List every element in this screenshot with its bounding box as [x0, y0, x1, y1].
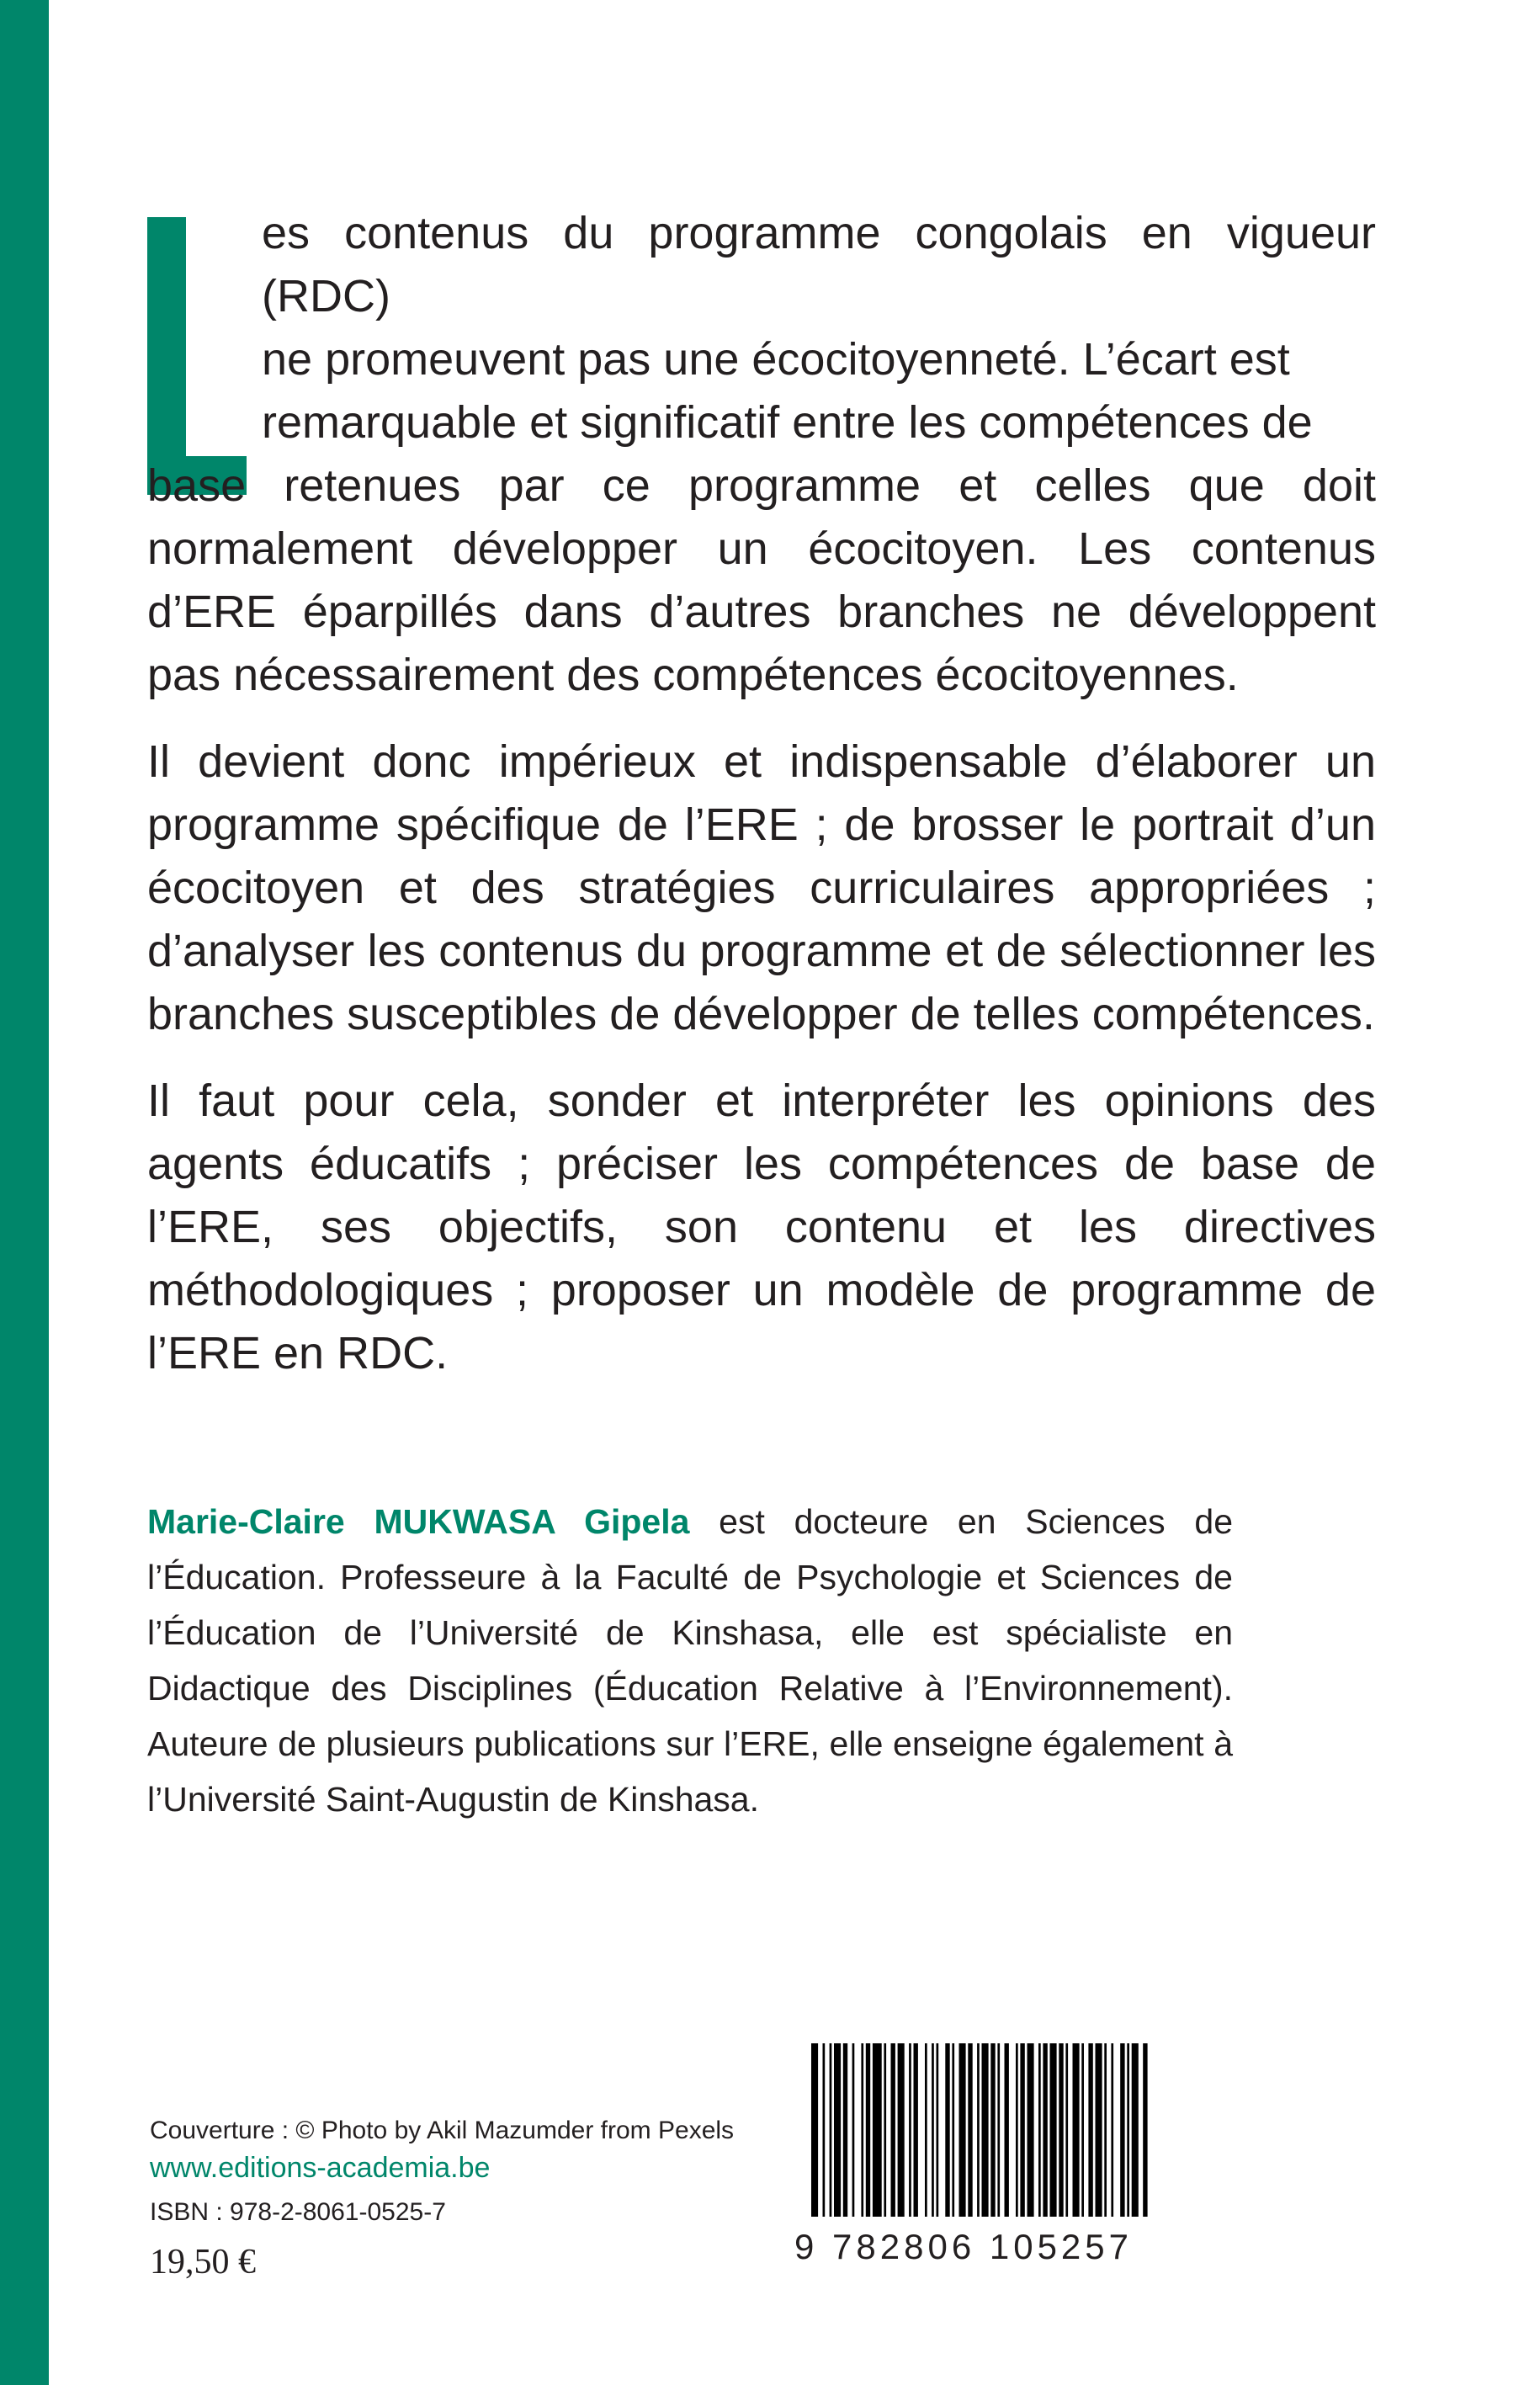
barcode-bar	[843, 2043, 847, 2217]
barcode-bar	[1096, 2043, 1102, 2217]
barcode-bar	[1104, 2043, 1107, 2217]
isbn-barcode	[794, 2043, 1153, 2266]
price: 19,50 €	[150, 2243, 256, 2281]
barcode-bar	[861, 2043, 863, 2217]
barcode-bar	[959, 2043, 966, 2217]
barcode-bar	[925, 2043, 927, 2217]
barcode-bar	[891, 2043, 895, 2217]
summary-paragraph-2: Il devient donc impérieux et indispensable d’élaborer un programme spécifique de l’ERE ; de brosser le portrait d’un écocitoyen et des stratégies curriculaires appropriées ; d’analyser les contenus du programme et de sélectionner les branches susceptibles de développer de telles compétences.	[147, 736, 1376, 1039]
barcode-bar	[945, 2043, 949, 2217]
barcode-bar	[830, 2043, 832, 2217]
barcode-bar	[1005, 2043, 1009, 2217]
barcode-bar	[1050, 2043, 1057, 2217]
summary-paragraph-1	[147, 202, 1376, 707]
barcode-bar	[884, 2043, 886, 2217]
barcode-bar	[834, 2043, 841, 2217]
summary-text	[147, 202, 1376, 1409]
barcode-bar	[1043, 2043, 1047, 2217]
barcode-bar	[932, 2043, 934, 2217]
barcode-bar	[952, 2043, 954, 2217]
barcode-bar	[852, 2043, 855, 2217]
barcode-bar	[1111, 2043, 1113, 2217]
spine-stripe	[0, 0, 49, 2385]
barcode-bar	[1028, 2043, 1034, 2217]
cover-credit: Couverture : © Photo by Akil Mazumder from Pexels	[150, 2117, 735, 2144]
barcode-bar	[1016, 2043, 1018, 2217]
summary-paragraph-3: Il faut pour cela, sonder et interpréter les opinions des agents éducatifs ; préciser les compétences de base de l’ERE, ses objectifs, son contenu et les directives méthodologiques ; proposer un modèle de programme de l’ERE en RDC.	[147, 1076, 1376, 1378]
summary-line-2: ne promeuvent pas une écocitoyenneté. L’écart est	[262, 334, 1290, 385]
barcode-bar	[997, 2043, 1000, 2217]
barcode-bar	[866, 2043, 870, 2217]
barcode-bar	[873, 2043, 882, 2217]
summary-paragraph-1-rest: base retenues par ce programme et celles que doit normalement développer un écocitoyen. Les contenus d’ERE éparpillés dans d’autres branches ne développent pas nécessairement des compétences écocitoyennes.	[147, 460, 1376, 700]
barcode-bar	[1088, 2043, 1092, 2217]
barcode-bar	[1038, 2043, 1041, 2217]
summary-line-3: remarquable et significatif entre les compétences de	[262, 397, 1313, 448]
barcode-bar	[977, 2043, 980, 2217]
barcode-bar	[1065, 2043, 1068, 2217]
author-bio-text: est docteure en Sciences de l’Éducation. Professeure à la Faculté de Psychologie et Sciences de l’Éducation de l’Université de Kinshasa, elle est spécialiste en Didactique des Disciplines (Éducation Relative à l’Environnement). Auteure de plusieurs publications sur l’ERE, elle enseigne également à l’Université Saint-Augustin de Kinshasa.	[147, 1502, 1234, 1819]
barcode-bar	[1059, 2043, 1063, 2217]
author-name: Marie-Claire MUKWASA Gipela	[147, 1502, 690, 1541]
barcode-bar	[909, 2043, 911, 2217]
barcode-bar	[1143, 2043, 1147, 2217]
publisher-website[interactable]: www.editions-academia.be	[150, 2152, 491, 2184]
barcode-bar	[1020, 2043, 1024, 2217]
barcode-bar	[982, 2043, 989, 2217]
barcode-bar	[990, 2043, 995, 2217]
barcode-bar	[1073, 2043, 1080, 2217]
author-bio	[147, 1494, 1233, 1827]
barcode-bar	[823, 2043, 826, 2217]
barcode-bar	[937, 2043, 939, 2217]
isbn-number: ISBN : 978-2-8061-0525-7	[150, 2198, 446, 2226]
barcode-bar	[898, 2043, 905, 2217]
barcode-bar	[1081, 2043, 1084, 2217]
barcode-bar	[1127, 2043, 1129, 2217]
barcode-bar	[914, 2043, 918, 2217]
barcode-digits: 9 782806 105257	[794, 2227, 1133, 2266]
barcode-bar	[1120, 2043, 1124, 2217]
barcode-bar	[811, 2043, 818, 2217]
summary-line-1: es contenus du programme congolais en vigueur (RDC)	[262, 208, 1376, 321]
barcode-bar	[1132, 2043, 1139, 2217]
barcode-bar	[968, 2043, 972, 2217]
